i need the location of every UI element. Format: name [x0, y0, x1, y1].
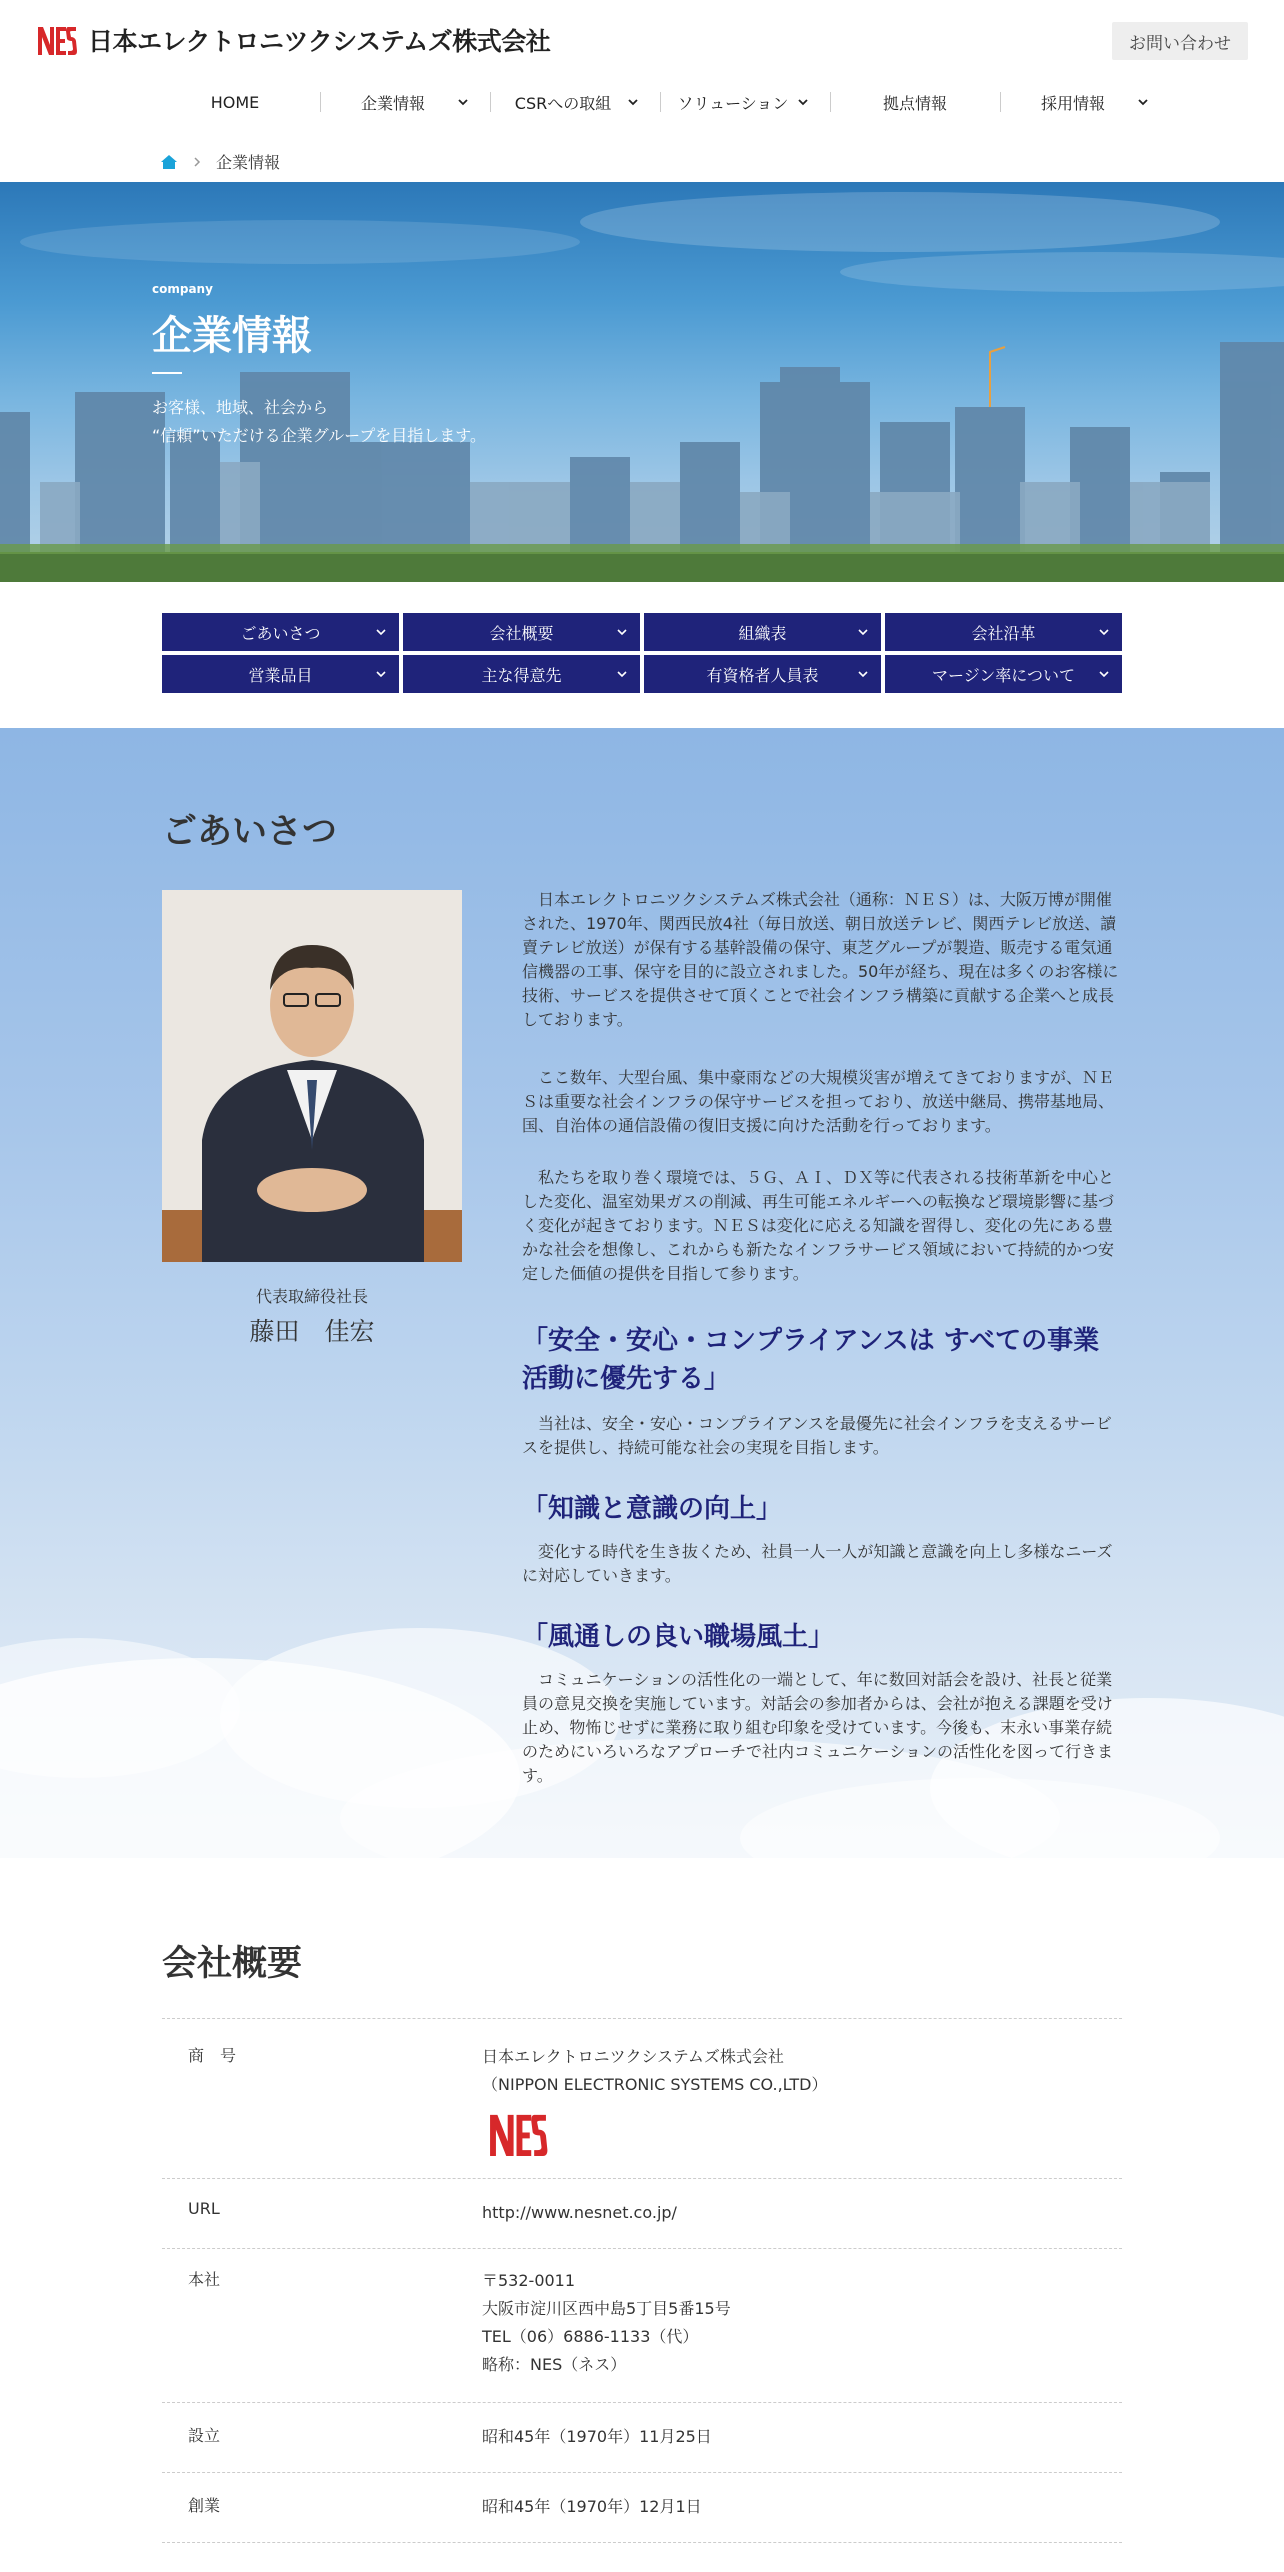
value-line: 昭和45年（1970年）11月25日: [482, 2427, 712, 2446]
site-header: [0, 0, 1284, 172]
tab-label: マージン率について: [932, 665, 1075, 685]
greeting-paragraph: 私たちを取り巻く環境では、５Ｇ、ＡＩ、ＤＸ等に代表される技術革新を中心とした変化、温室効果ガスの削減、再生可能エネルギーへの転換など環境影響に基づく変化が起きております。ＮＥＳは変化に応える知識を習得し、変化の先にある豊かな社会を想像し、これからも新たなインフラサービス領域において持続的かつ安定した価値の提供を目指して参ります。: [522, 1168, 1115, 1283]
chevron-down-icon: [796, 95, 810, 109]
overview-table: [162, 2018, 1122, 2572]
policy-heading: 「安全・安心・コンプライアンスは すべての事業活動に優先する」: [522, 1326, 1100, 1394]
chevron-down-icon: [1098, 668, 1110, 680]
row-value: [482, 2199, 1122, 2248]
president-photo: [162, 890, 462, 1262]
row-value: [482, 2423, 1122, 2472]
row-value: [482, 2043, 1122, 2178]
chevron-down-icon: [1136, 95, 1150, 109]
city-skyline-image: [0, 182, 1284, 582]
nav-item-csr[interactable]: [490, 86, 660, 118]
row-label: URL: [188, 2199, 220, 2218]
tab-greeting[interactable]: [162, 613, 399, 651]
row-label: 創業: [188, 2496, 221, 2515]
hero-divider: [152, 372, 182, 374]
tab-label: 組織表: [738, 623, 787, 643]
table-row: [162, 2472, 1122, 2542]
nes-logo-icon: [36, 23, 78, 57]
chevron-down-icon: [616, 668, 628, 680]
chevron-down-icon: [1098, 626, 1110, 638]
tab-label: 会社概要: [489, 623, 554, 643]
site-logo[interactable]: [36, 22, 550, 58]
value-line: 〒532-0011: [482, 2271, 576, 2290]
policy-text: 変化する時代を生き抜くため、社員一人一人が知識と意識を向上し多様なニーズに対応していきます。: [522, 1542, 1113, 1585]
logo-text: 日本エレクトロニツクシステムズ株式会社: [88, 27, 551, 56]
policy-text: 当社は、安全・安心・コンプライアンスを最優先に社会インフラを支えるサービスを提供し、持続可能な社会の実現を目指します。: [522, 1414, 1112, 1457]
chevron-down-icon: [375, 626, 387, 638]
president-name: 藤田 佳宏: [249, 1317, 375, 1346]
chevron-down-icon: [616, 626, 628, 638]
table-row: [162, 2248, 1122, 2402]
row-label: 商 号: [188, 2046, 237, 2065]
value-line: （NIPPON ELECTRONIC SYSTEMS CO.,LTD）: [482, 2075, 828, 2094]
hero-desc-line: “信頼”いただける企業グループを目指します。: [152, 426, 487, 445]
tab-history[interactable]: [885, 613, 1122, 651]
breadcrumb-current: 企業情報: [216, 153, 281, 172]
tab-margin-rate[interactable]: [885, 655, 1122, 693]
table-row: [162, 2178, 1122, 2248]
home-icon[interactable]: [160, 154, 178, 170]
hero-title: 企業情報: [152, 313, 312, 359]
value-line: TEL（06）6886-1133（代）: [482, 2327, 699, 2346]
tab-label: 有資格者人員表: [706, 665, 819, 685]
tab-label: 営業品目: [248, 665, 313, 685]
president-title: 代表取締役社長: [255, 1287, 368, 1306]
president-portrait-image: [162, 890, 462, 1262]
row-label: 本社: [188, 2270, 221, 2289]
row-label: 設立: [188, 2426, 221, 2445]
nav-label: 拠点情報: [882, 93, 947, 113]
hero-banner: [0, 182, 1284, 582]
nav-item-home[interactable]: [150, 86, 320, 118]
value-line: 昭和45年（1970年）12月1日: [482, 2497, 702, 2516]
tab-business-items[interactable]: [162, 655, 399, 693]
chevron-down-icon: [626, 95, 640, 109]
nav-item-locations[interactable]: [830, 86, 1000, 118]
value-line: 大阪市淀川区西中島5丁目5番15号: [482, 2299, 731, 2318]
policy-text: コミュニケーションの活性化の一端として、年に数回対話会を設け、社長と従業員の意見交換を実施しています。対話会の参加者からは、会社が抱える課題を受け止め、物怖じせずに業務に取り組む印象を受けています。今後も、末永い事業存続のためにいろいろなアプローチで社内コミュニケーションの活性化を図って行きます。: [522, 1670, 1114, 1785]
tab-clients[interactable]: [403, 655, 640, 693]
nav-item-company[interactable]: [320, 86, 490, 118]
hero-desc-line: お客様、地域、社会から: [152, 398, 329, 417]
tab-label: ごあいさつ: [240, 623, 321, 643]
chevron-down-icon: [857, 668, 869, 680]
nav-label: HOME: [210, 92, 260, 112]
chevron-down-icon: [857, 626, 869, 638]
greeting-paragraph: ここ数年、大型台風、集中豪雨などの大規模災害が増えてきておりますが、ＮＥＳは重要な社会インフラの保守サービスを担っており、放送中継局、携帯基地局、国、自治体の通信設備の復旧支援に向けた活動を行っております。: [522, 1068, 1115, 1135]
chevron-down-icon: [456, 95, 470, 109]
breadcrumb: [160, 150, 280, 173]
global-nav: [150, 86, 1170, 118]
overview-title: 会社概要: [162, 1944, 303, 1984]
value-line: 略称：NES（ネス）: [482, 2355, 627, 2374]
nav-label: 採用情報: [1040, 93, 1105, 113]
contact-button[interactable]: お問い合わせ: [1112, 22, 1248, 60]
policy-heading: 「風通しの良い職場風土」: [522, 1622, 835, 1652]
tab-qualified-staff[interactable]: [644, 655, 881, 693]
hero-subtitle: company: [152, 282, 213, 296]
greeting-section: [0, 728, 1284, 1858]
value-line: 日本エレクトロニツクシステムズ株式会社: [482, 2047, 784, 2066]
chevron-right-icon: [192, 156, 202, 168]
row-value: [482, 2267, 1122, 2402]
tab-overview[interactable]: [403, 613, 640, 651]
nav-item-recruit[interactable]: [1000, 86, 1170, 118]
tab-organization[interactable]: [644, 613, 881, 651]
nav-label: ソリューション: [677, 93, 789, 113]
hero-description: [152, 394, 486, 450]
greeting-title: ごあいさつ: [162, 812, 338, 852]
nav-item-solution[interactable]: [660, 86, 830, 118]
nav-label: 企業情報: [360, 93, 425, 113]
section-tabs: [162, 613, 1122, 693]
table-row: [162, 2018, 1122, 2178]
tab-label: 主な得意先: [481, 665, 562, 685]
greeting-paragraph: 日本エレクトロニツクシステムズ株式会社（通称：ＮＥＳ）は、大阪万博が開催された、1970年、関西民放4社（毎日放送、朝日放送テレビ、関西テレビ放送、讀賣テレビ放送）が保有する基幹設備の保守、東芝グループが製造、販売する電気通信機器の工事、保守を目的に設立されました。50年が経ち、現在は多くのお客様に技術、サービスを提供させて頂くことで社会インフラ構築に貢献する企業へと成長しております。: [522, 890, 1119, 1029]
chevron-down-icon: [375, 668, 387, 680]
table-row: [162, 2402, 1122, 2472]
row-value: [482, 2493, 1122, 2542]
tab-label: 会社沿革: [971, 623, 1036, 643]
nav-label: CSRへの取組: [514, 93, 612, 113]
policy-heading: 「知識と意識の向上」: [522, 1494, 783, 1524]
company-url-link[interactable]: http://www.nesnet.co.jp/: [482, 2203, 677, 2222]
nes-logo-icon: [482, 2109, 554, 2159]
